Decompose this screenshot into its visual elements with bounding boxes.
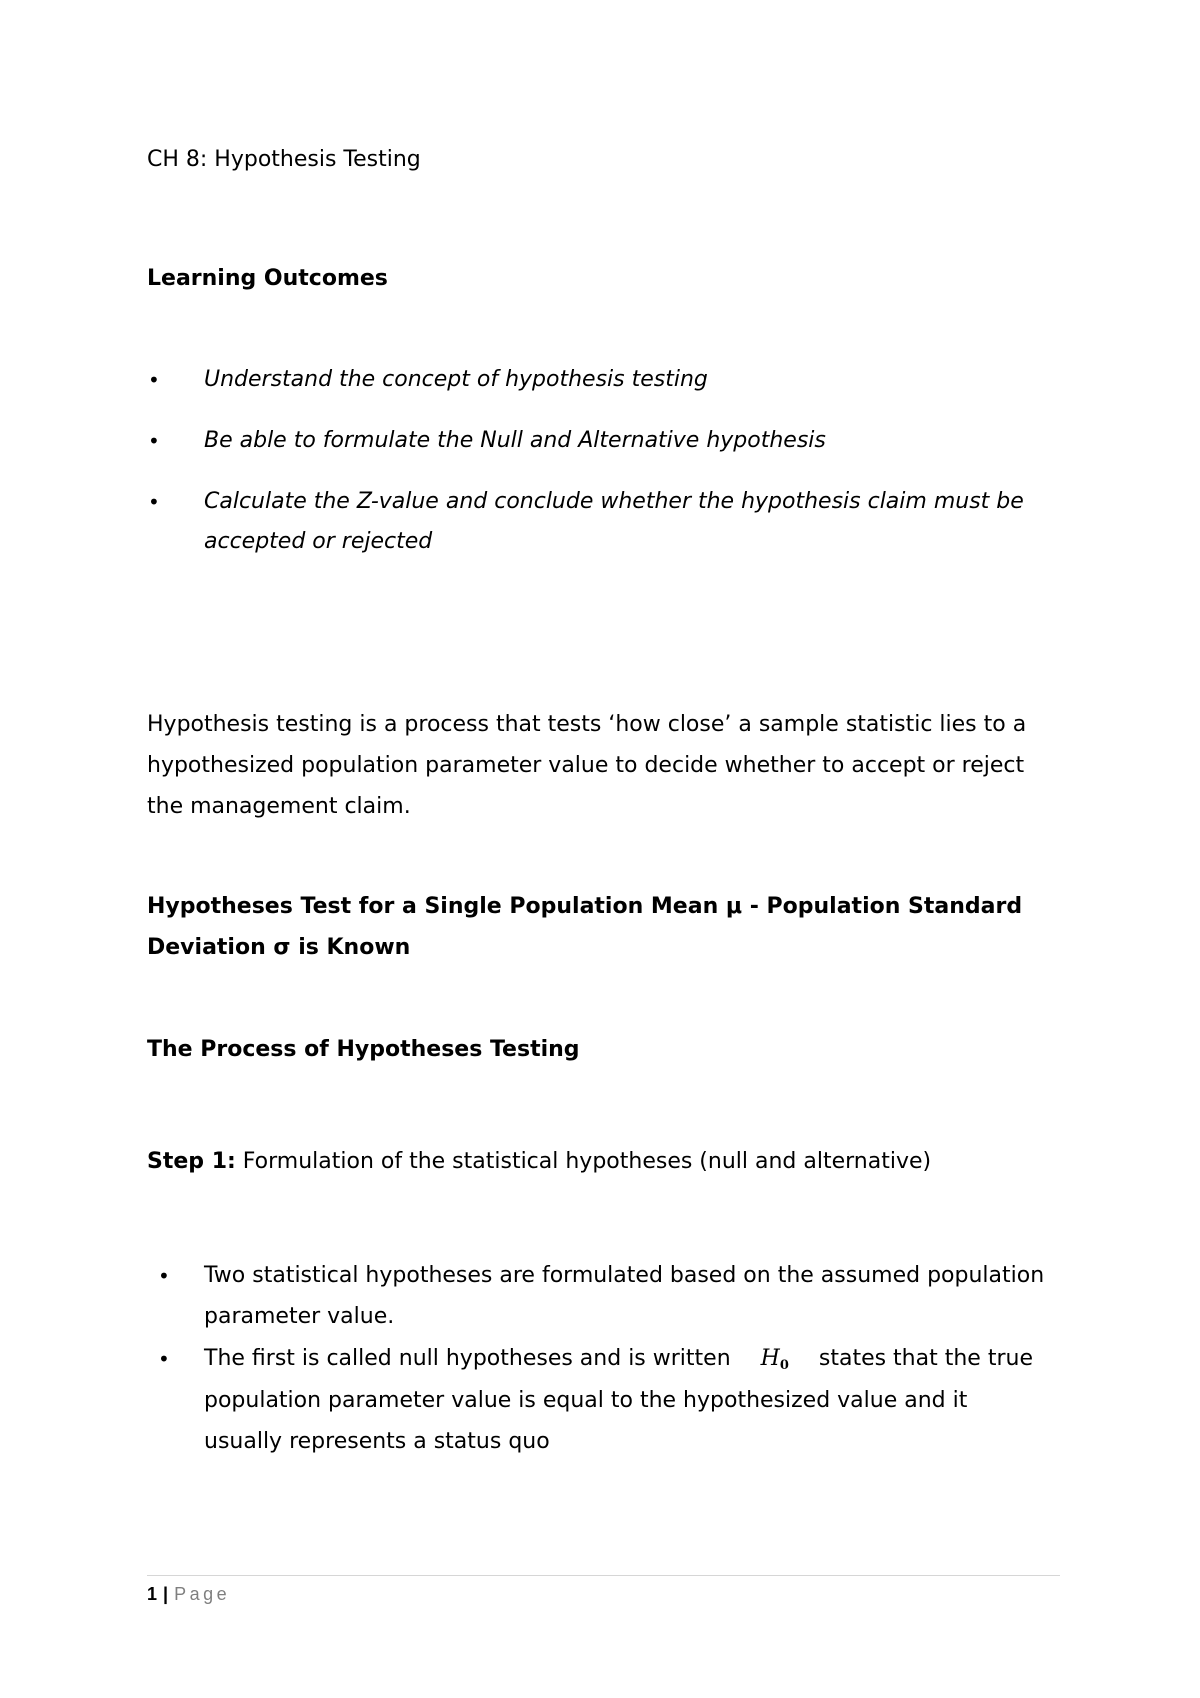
- step-1-label: Step 1:: [147, 1149, 236, 1174]
- bullet-icon: •: [148, 490, 160, 514]
- page-number: 1: [147, 1584, 158, 1604]
- list-item: [204, 1345, 1033, 1380]
- list-item: Calculate the Z-value and conclude whether the hypothesis claim must be: [204, 489, 1024, 514]
- page-word: Page: [174, 1584, 231, 1604]
- symbol-subscript: 0: [779, 1358, 789, 1373]
- bullet-icon: •: [148, 429, 160, 453]
- list-item-continuation: parameter value.: [204, 1304, 395, 1329]
- list-item-text: states that the true: [818, 1346, 1033, 1371]
- footer-divider: [147, 1575, 1060, 1576]
- step-1-text: Formulation of the statistical hypotheses (null and alternative): [235, 1149, 932, 1174]
- bullet-icon: •: [148, 368, 160, 392]
- learning-outcomes-heading: Learning Outcomes: [147, 266, 388, 291]
- list-item: Understand the concept of hypothesis testing: [204, 367, 708, 392]
- list-item-continuation: usually represents a status quo: [204, 1429, 550, 1454]
- list-item: Be able to formulate the Null and Alternative hypothesis: [204, 428, 826, 453]
- list-item-continuation: population parameter value is equal to the hypothesized value and it: [204, 1388, 968, 1413]
- step-1: [147, 1148, 931, 1176]
- paragraph-line: Hypothesis testing is a process that tests ‘how close’ a sample statistic lies to a: [147, 712, 1027, 737]
- null-hypothesis-symbol: [761, 1346, 789, 1371]
- paragraph-line: the management claim.: [147, 794, 411, 819]
- paragraph-line: hypothesized population parameter value to decide whether to accept or reject: [147, 753, 1025, 778]
- page-footer: [147, 1582, 230, 1606]
- process-heading: The Process of Hypotheses Testing: [147, 1037, 580, 1062]
- section-heading-line: Hypotheses Test for a Single Population Mean μ - Population Standard: [147, 894, 1023, 919]
- chapter-title: CH 8: Hypothesis Testing: [147, 147, 421, 172]
- symbol-letter: H: [760, 1346, 780, 1371]
- list-item: Two statistical hypotheses are formulated based on the assumed population: [204, 1263, 1045, 1288]
- list-item-text: The first is called null hypotheses and is written: [204, 1346, 731, 1371]
- list-item-continuation: accepted or rejected: [204, 529, 433, 554]
- bullet-icon: •: [158, 1264, 170, 1288]
- section-heading-line: Deviation σ is Known: [147, 935, 411, 960]
- footer-separator: |: [163, 1584, 169, 1604]
- bullet-icon: •: [158, 1347, 170, 1371]
